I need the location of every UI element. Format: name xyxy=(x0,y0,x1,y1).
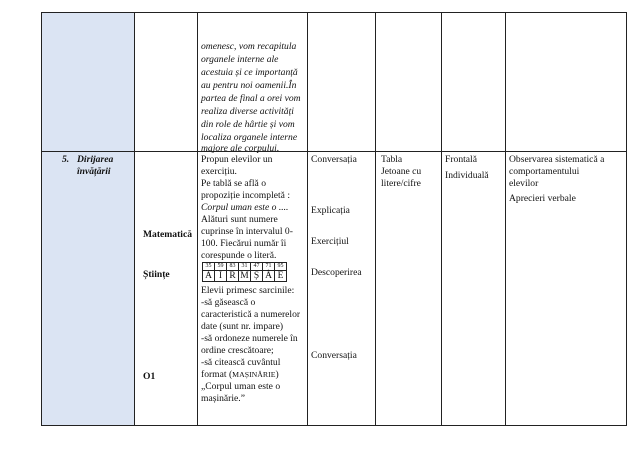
content-line: Pe tablă se află o xyxy=(201,178,266,189)
cipher-number: 47 xyxy=(251,263,263,271)
table-top-border xyxy=(41,12,627,13)
content-line: Alături sunt numere xyxy=(201,214,278,225)
resource-line: Tabla xyxy=(381,154,403,165)
evaluation-line: elevilor xyxy=(509,178,539,189)
objective-code: O1 xyxy=(143,371,156,382)
content-line: realiza diverse activități xyxy=(201,106,294,117)
stage-title-line2: învățării xyxy=(77,166,111,177)
cipher-number: 83 xyxy=(227,263,239,271)
cipher-letter: R xyxy=(227,271,239,282)
content-line: -să citească cuvântul xyxy=(201,357,281,368)
organization-form: Frontală xyxy=(445,154,477,165)
objective-subject-science: Științe xyxy=(143,269,170,280)
row-divider xyxy=(41,151,627,152)
evaluation-line: comportamentului xyxy=(509,166,580,177)
content-line: propoziție incompletă : xyxy=(201,190,290,201)
col-border-7 xyxy=(626,12,627,426)
method-item: Conversația xyxy=(311,350,357,361)
content-line: date (sunt nr. impare) xyxy=(201,321,284,332)
method-item: Explicația xyxy=(311,205,350,216)
content-line: -să găsească o xyxy=(201,297,256,308)
objective-subject-math: Matematică xyxy=(143,229,193,240)
content-line: majore ale corpului. xyxy=(201,143,280,154)
content-line: Propun elevilor un xyxy=(201,154,273,165)
col-border-3 xyxy=(307,12,308,426)
evaluation-line: Aprecieri verbale xyxy=(509,193,576,204)
content-line: au pentru noi oamenii.În xyxy=(201,80,297,91)
content-line: acestuia și ce importanță xyxy=(201,67,298,78)
content-line: ordine crescătoare; xyxy=(201,345,274,356)
content-line-format xyxy=(201,369,279,381)
content-line: -să ordoneze numerele în xyxy=(201,333,298,344)
cipher-letter: I xyxy=(215,271,227,282)
format-suffix: ) xyxy=(275,369,279,380)
content-line: cuprinse în intervalul 0- xyxy=(201,226,293,237)
content-line: din role de hârtie și vom xyxy=(201,119,295,130)
content-line: corespunde o literă. xyxy=(201,250,277,261)
content-line: mașinărie.” xyxy=(201,393,245,404)
content-line: exercițiu. xyxy=(201,166,237,177)
format-word: MAȘINĂRIE xyxy=(232,370,276,379)
number-letter-cipher xyxy=(202,262,287,282)
method-item: Exercițiul xyxy=(311,236,349,247)
cipher-letter: Â xyxy=(263,271,275,282)
stage-number: 5. xyxy=(62,154,70,165)
col-border-1 xyxy=(134,12,135,426)
cipher-number: 95 xyxy=(275,263,287,271)
content-line-italic: Corpul uman este o .... xyxy=(201,202,289,213)
col-border-0 xyxy=(41,12,42,426)
organization-form: Individuală xyxy=(445,170,489,181)
col-border-4 xyxy=(375,12,376,426)
cipher-letter: A xyxy=(203,271,215,282)
col-border-5 xyxy=(441,12,442,426)
col-border-6 xyxy=(505,12,506,426)
content-line: Elevii primesc sarcinile: xyxy=(201,285,295,296)
content-line: partea de final a orei vom xyxy=(201,93,301,104)
cipher-letter: Ș xyxy=(251,271,263,282)
content-line: caracteristică a numerelor xyxy=(201,309,301,320)
stage-column-shading xyxy=(42,13,134,425)
content-line: organele interne ale xyxy=(201,54,279,65)
cipher-letter: M xyxy=(240,271,249,281)
cipher-number: 71 xyxy=(263,263,275,271)
method-item: Conversația xyxy=(311,154,357,165)
format-prefix: format ( xyxy=(201,369,233,380)
content-line: 100. Fiecărui număr îi xyxy=(201,238,287,249)
cipher-number: 59 xyxy=(215,263,227,271)
method-item: Descoperirea xyxy=(311,267,362,278)
resource-line: litere/cifre xyxy=(381,178,421,189)
cipher-number: 31 xyxy=(239,263,251,271)
cipher-letter: E xyxy=(275,271,287,282)
content-line: „Corpul uman este o xyxy=(201,381,281,392)
stage-title-line1: Dirijarea xyxy=(77,154,114,165)
resource-line: Jetoane cu xyxy=(381,166,422,177)
evaluation-line: Observarea sistematică a xyxy=(509,154,605,165)
content-line: omenesc, vom recapitula xyxy=(201,41,297,52)
table-bottom-border xyxy=(41,425,627,426)
content-line: localiza organele interne xyxy=(201,132,298,143)
col-border-2 xyxy=(197,12,198,426)
cipher-number: 35 xyxy=(203,263,215,271)
